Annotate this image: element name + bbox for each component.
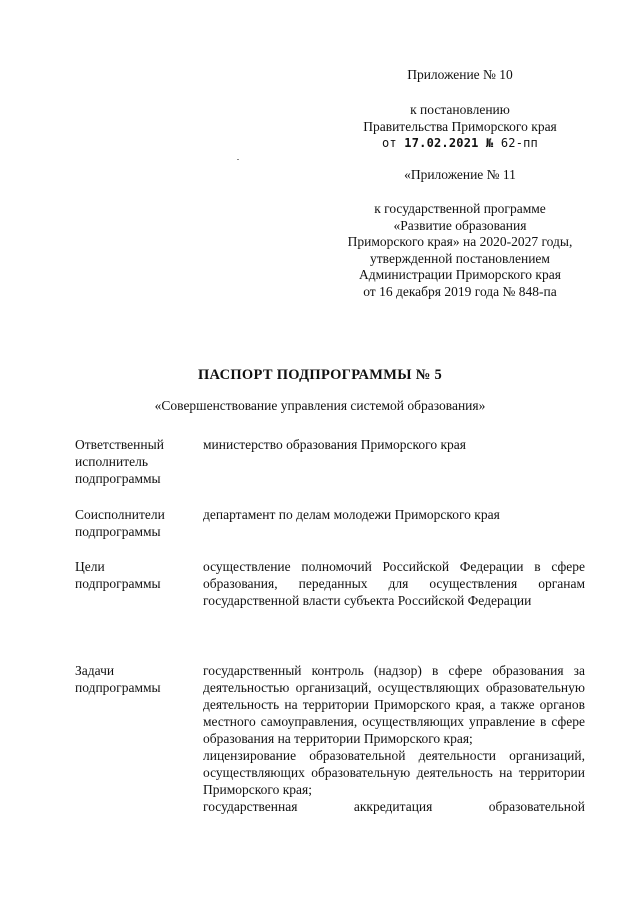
decree-date-prefix: от: [382, 136, 397, 150]
row-value-paragraph: государственная аккредитация образовательной: [203, 799, 585, 814]
row-value: [203, 558, 585, 609]
program-ref-line: Приморского края» на 2020-2027 годы,: [347, 234, 573, 249]
row-value: [203, 662, 585, 815]
row-label-line: подпрограммы: [75, 471, 161, 486]
appendix-11-heading: [330, 166, 590, 183]
appendix-10-text: Приложение № 10: [407, 67, 513, 82]
row-value-paragraph: министерство образования Приморского края: [203, 437, 466, 452]
decree-date: 17.02.2021: [404, 136, 479, 150]
row-label-line: Соисполнители: [75, 507, 165, 522]
program-ref-line: к государственной программе: [374, 201, 546, 216]
row-label: [75, 662, 195, 696]
passport-subtitle: «Совершенствование управления системой образования»: [154, 398, 486, 413]
row-label-line: подпрограммы: [75, 576, 161, 591]
row-label: [75, 506, 195, 540]
row-label: [75, 436, 195, 487]
row-label-line: подпрограммы: [75, 680, 161, 695]
program-reference: [320, 201, 600, 300]
program-ref-line: «Развитие образования: [393, 217, 527, 233]
row-value-paragraph: лицензирование образовательной деятельности организаций, осуществляющих образовательную деятельность на территории Приморского края;: [203, 748, 585, 797]
row-label-line: Ответственный: [75, 437, 164, 452]
row-label-line: Цели: [75, 559, 105, 574]
decree-ref-line: Правительства Приморского края: [363, 119, 557, 134]
row-label-line: подпрограммы: [75, 524, 161, 539]
row-label-line: исполнитель: [75, 454, 148, 469]
appendix-11-text: «Приложение № 11: [404, 167, 516, 182]
row-label: [75, 558, 195, 592]
row-value-paragraph: государственный контроль (надзор) в сфере образования за деятельностью организаций, осуществляющих образовательную деятельность на территории Приморского края, а также органов местного самоуправления, осуществляющих управление в сфере образования на территории Приморского края;: [203, 663, 585, 746]
program-ref-line: от 16 декабря 2019 года № 848-па: [363, 283, 557, 299]
row-value-paragraph: департамент по делам молодежи Приморского края: [203, 507, 500, 522]
row-value: [203, 506, 585, 523]
program-ref-line: Администрации Приморского края: [359, 267, 561, 282]
scan-speck: [237, 159, 239, 160]
passport-title: ПАСПОРТ ПОДПРОГРАММЫ № 5: [197, 367, 443, 383]
decree-number-sign: №: [485, 136, 494, 150]
program-ref-line: утвержденной постановлением: [370, 250, 550, 266]
decree-number: 62-пп: [500, 136, 538, 150]
decree-date-stamp: [330, 135, 590, 152]
row-label-line: Задачи: [75, 663, 115, 678]
decree-reference: [330, 101, 590, 135]
decree-ref-line: к постановлению: [410, 102, 510, 117]
row-value-paragraph: осуществление полномочий Российской Федерации в сфере образования, переданных для осуществления органам государственной власти субъекта Российской Федерации: [203, 559, 585, 608]
appendix-10-heading: [330, 66, 590, 83]
row-value: [203, 436, 585, 453]
